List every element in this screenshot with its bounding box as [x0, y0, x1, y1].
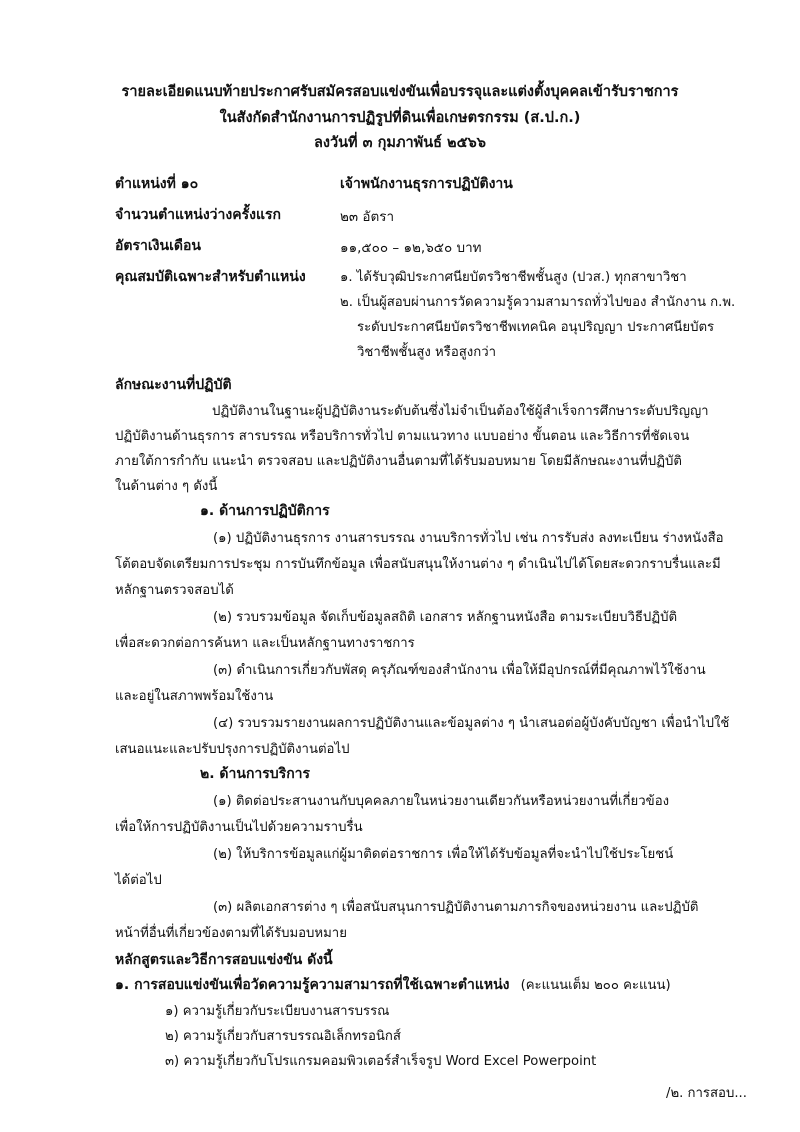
operations-line-8: (๔) รวบรวมรายงานผลการปฏิบัติงานและข้อมูลต่าง ๆ นำเสนอต่อผู้บังคับบัญชา เพื่อนำไปใช้: [213, 716, 730, 731]
vacancy-label: จำนวนตำแหน่งว่างครั้งแรก: [115, 207, 281, 223]
position-number-label: ตำแหน่งที่ ๑๐: [115, 176, 199, 192]
service-line-5: (๓) ผลิตเอกสารต่าง ๆ เพื่อสนับสนุนการปฏิบัติงานตามภารกิจของหน่วยงาน และปฏิบัติ: [213, 900, 699, 915]
service-line-3: (๒) ให้บริการข้อมูลแก่ผู้มาติดต่อราชการ เพื่อให้ได้รับข้อมูลที่จะนำไปใช้ประโยชน์: [213, 847, 674, 862]
vacancy-value: ๒๓ อัตรา: [340, 209, 395, 225]
qualification-2-cont2: วิชาชีพชั้นสูง หรือสูงกว่า: [357, 345, 497, 360]
header-date: ลงวันที่ ๓ กุมภาพันธ์ ๒๕๖๖: [314, 135, 486, 151]
service-line-1: (๑) ติดต่อประสานงานกับบุคคลภายในหน่วยงานเดียวกันหรือหน่วยงานที่เกี่ยวข้อง: [213, 794, 670, 809]
section-service-title: ๒. ด้านการบริการ: [200, 766, 311, 782]
operations-line-1: (๑) ปฏิบัติงานธุรการ งานสารบรรณ งานบริการทั่วไป เช่น การรับส่ง ลงทะเบียน ร่างหนังสือ: [213, 531, 724, 546]
operations-line-7: และอยู่ในสภาพพร้อมใช้งาน: [115, 689, 274, 704]
operations-line-5: เพื่อสะดวกต่อการค้นหา และเป็นหลักฐานทางราชการ: [115, 636, 415, 651]
exam-topic-3: ๓) ความรู้เกี่ยวกับโปรแกรมคอมพิวเตอร์สำเร็จรูป Word Excel Powerpoint: [165, 1054, 597, 1069]
service-line-4: ได้ต่อไป: [115, 873, 162, 888]
exam-part-1-title: ๑. การสอบแข่งขันเพื่อวัดความรู้ความสามารถที่ใช้เฉพาะตำแหน่ง: [115, 977, 510, 993]
duties-heading: ลักษณะงานที่ปฏิบัติ: [115, 377, 232, 393]
operations-line-9: เสนอแนะและปรับปรุงการปฏิบัติงานต่อไป: [115, 742, 350, 757]
qualification-2: ๒. เป็นผู้สอบผ่านการวัดความรู้ความสามารถทั่วไปของ สำนักงาน ก.พ.: [340, 295, 736, 310]
exam-part-1-score: (คะแนนเต็ม ๒๐๐ คะแนน): [520, 978, 671, 993]
exam-heading: หลักสูตรและวิธีการสอบแข่งขัน ดังนี้: [115, 952, 333, 968]
service-line-6: หน้าที่อื่นที่เกี่ยวข้องตามที่ได้รับมอบหมาย: [115, 926, 347, 941]
operations-line-2: โต้ตอบจัดเตรียมการประชุม การบันทึกข้อมูล เพื่อสนับสนุนให้งานต่าง ๆ ดำเนินไปได้โดยสะดวกราบรื่นและมี: [115, 557, 721, 572]
exam-part-1: [115, 974, 671, 996]
exam-topic-2: ๒) ความรู้เกี่ยวกับสารบรรณอิเล็กทรอนิกส์: [165, 1029, 401, 1044]
salary-value: ๑๑,๕๐๐ – ๑๒,๖๕๐ บาท: [340, 240, 482, 256]
duties-intro-2: ปฏิบัติงานด้านธุรการ สารบรรณ หรือบริการทั่วไป ตามแนวทาง แบบอย่าง ขั้นตอน และวิธีการที่ชัดเจน: [115, 429, 690, 444]
operations-line-4: (๒) รวบรวมข้อมูล จัดเก็บข้อมูลสถิติ เอกสาร หลักฐานหนังสือ ตามระเบียบวิธีปฏิบัติ: [213, 610, 678, 625]
qualification-1: ๑. ได้รับวุฒิประกาศนียบัตรวิชาชีพชั้นสูง (ปวส.) ทุกสาขาวิชา: [340, 270, 687, 285]
qualifications-label: คุณสมบัติเฉพาะสำหรับตำแหน่ง: [115, 269, 306, 285]
duties-intro-1: ปฏิบัติงานในฐานะผู้ปฏิบัติงานระดับต้นซึ่งไม่จำเป็นต้องใช้ผู้สำเร็จการศึกษาระดับปริญญา: [212, 404, 709, 419]
operations-line-6: (๓) ดำเนินการเกี่ยวกับพัสดุ ครุภัณฑ์ของสำนักงาน เพื่อให้มีอุปกรณ์ที่มีคุณภาพไว้ใช้งาน: [213, 663, 706, 678]
section-operations-title: ๑. ด้านการปฏิบัติการ: [200, 503, 330, 519]
exam-topic-1: ๑) ความรู้เกี่ยวกับระเบียบงานสารบรรณ: [165, 1004, 390, 1019]
duties-intro-4: ในด้านต่าง ๆ ดังนี้: [115, 479, 218, 494]
header-line-2: ในสังกัดสำนักงานการปฏิรูปที่ดินเพื่อเกษตรกรรม (ส.ป.ก.): [219, 110, 581, 126]
service-line-2: เพื่อให้การปฏิบัติงานเป็นไปด้วยความราบรื่น: [115, 820, 363, 835]
position-title: เจ้าพนักงานธุรการปฏิบัติงาน: [340, 176, 513, 192]
header-line-1: รายละเอียดแนบท้ายประกาศรับสมัครสอบแข่งขันเพื่อบรรจุและแต่งตั้งบุคคลเข้ารับราชการ: [121, 84, 679, 100]
duties-intro-3: ภายใต้การกำกับ แนะนำ ตรวจสอบ และปฏิบัติงานอื่นตามที่ได้รับมอบหมาย โดยมีลักษณะงานที่ปฏิบัติ: [115, 454, 682, 469]
continuation-note: /๒. การสอบ...: [666, 1086, 747, 1101]
qualification-2-cont: ระดับประกาศนียบัตรวิชาชีพเทคนิค อนุปริญญา ประกาศนียบัตร: [357, 320, 715, 335]
operations-line-3: หลักฐานตรวจสอบได้: [115, 583, 234, 598]
salary-label: อัตราเงินเดือน: [115, 238, 201, 254]
